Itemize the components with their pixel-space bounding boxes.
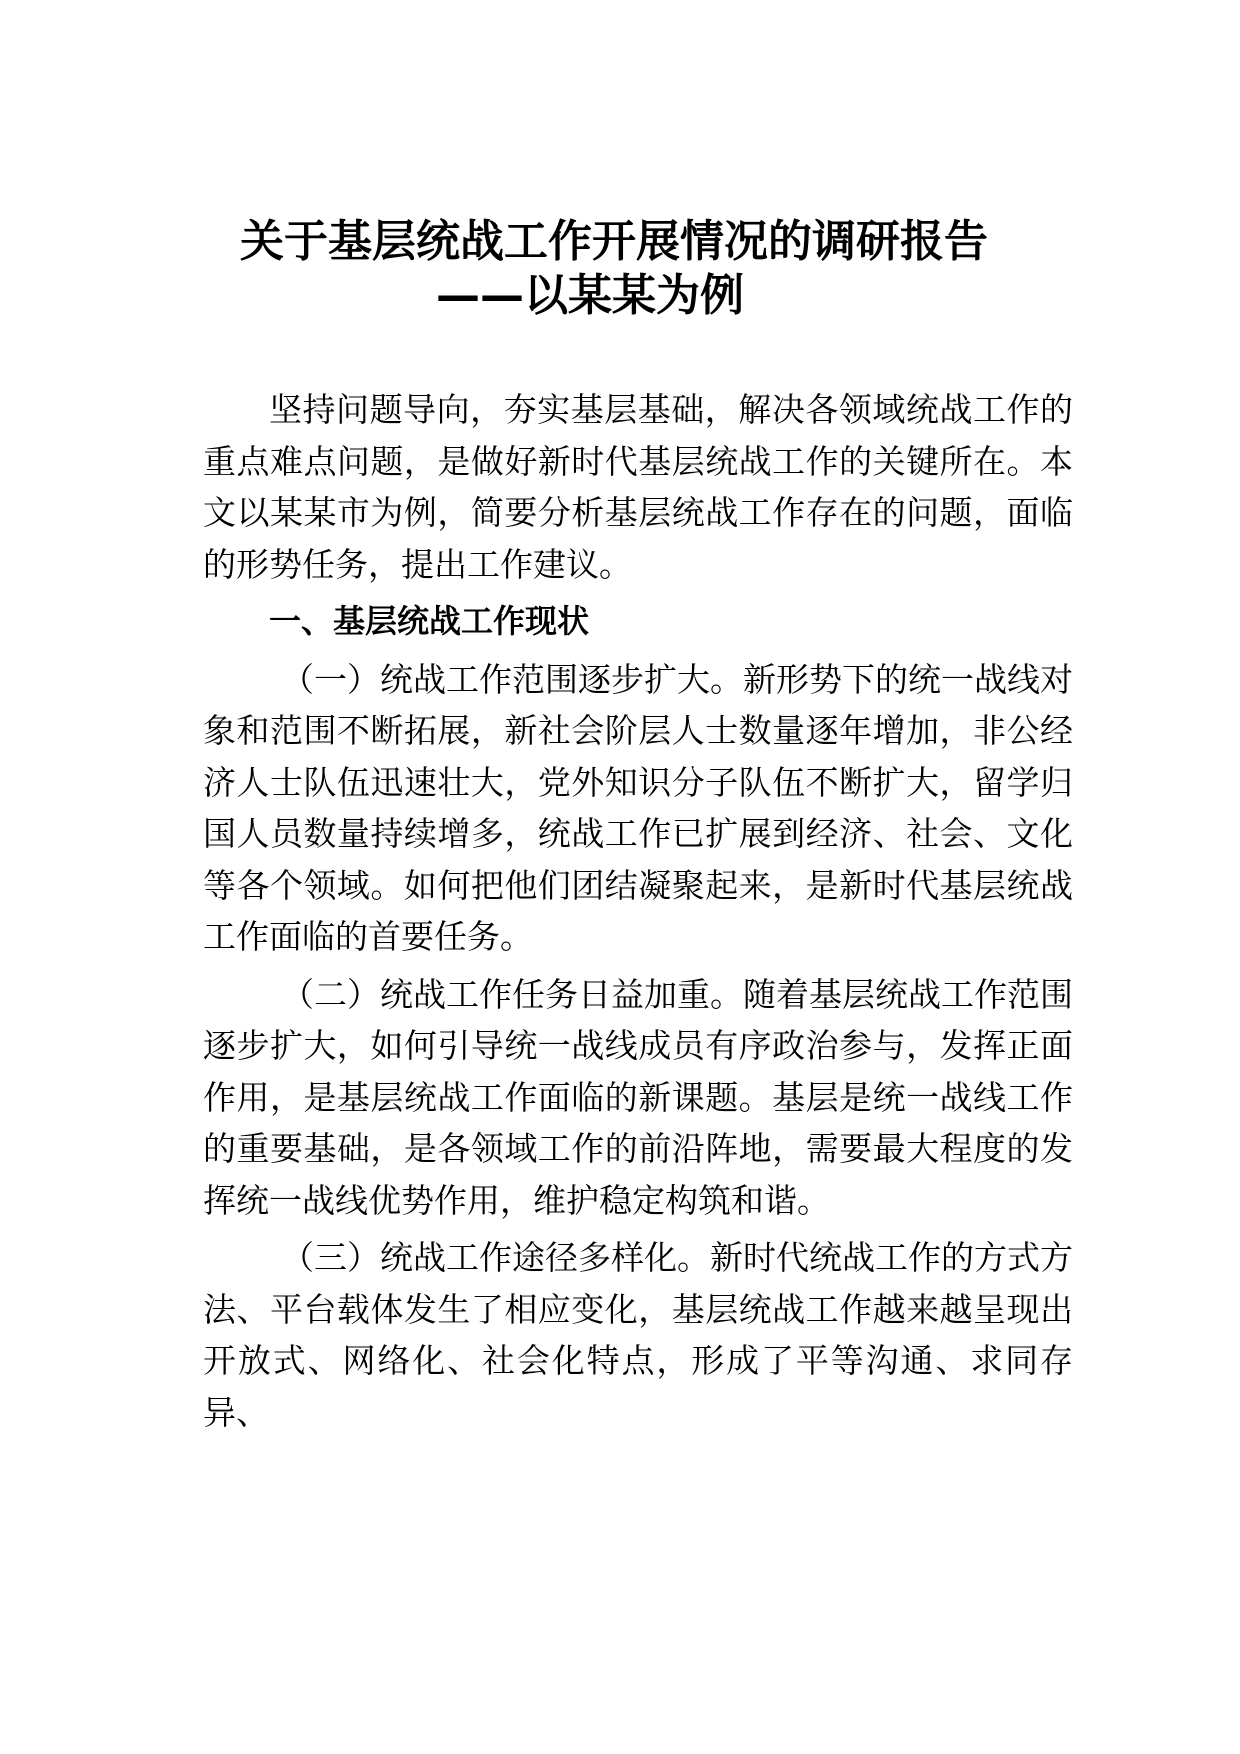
item-paragraph-2: （二）统战工作任务日益加重。随着基层统战工作范围逐步扩大，如何引导统一战线成员有序政治参与，发挥正面作用，是基层统战工作面临的新课题。基层是统一战线工作的重要基础，是各领域工作的前沿阵地，需要最大程度的发挥统一战线优势作用，维护稳定构筑和谐。 — [203, 974, 1073, 1220]
item-paragraph-1: （一）统战工作范围逐步扩大。新形势下的统一战线对象和范围不断拓展，新社会阶层人士数量逐年增加，非公经济人士队伍迅速壮大，党外知识分子队伍不断扩大，留学归国人员数量持续增多，统战工作已扩展到经济、社会、文化等各个领域。如何把他们团结凝聚起来，是新时代基层统战工作面临的首要任务。 — [203, 659, 1073, 956]
document-body — [203, 384, 1073, 1438]
section-heading: 一、基层统战工作现状 — [269, 602, 590, 640]
document-title: 关于基层统战工作开展情况的调研报告 — [240, 216, 988, 267]
item-paragraph-3: （三）统战工作途径多样化。新时代统战工作的方式方法、平台载体发生了相应变化，基层统战工作越来越呈现出开放式、网络化、社会化特点，形成了平等沟通、求同存异、 — [203, 1238, 1073, 1432]
document-subtitle: ——以某某为例 — [436, 270, 744, 321]
intro-paragraph: 坚持问题导向，夯实基层基础，解决各领域统战工作的重点难点问题，是做好新时代基层统战工作的关键所在。本文以某某市为例，简要分析基层统战工作存在的问题，面临的形势任务，提出工作建议。 — [203, 390, 1073, 584]
